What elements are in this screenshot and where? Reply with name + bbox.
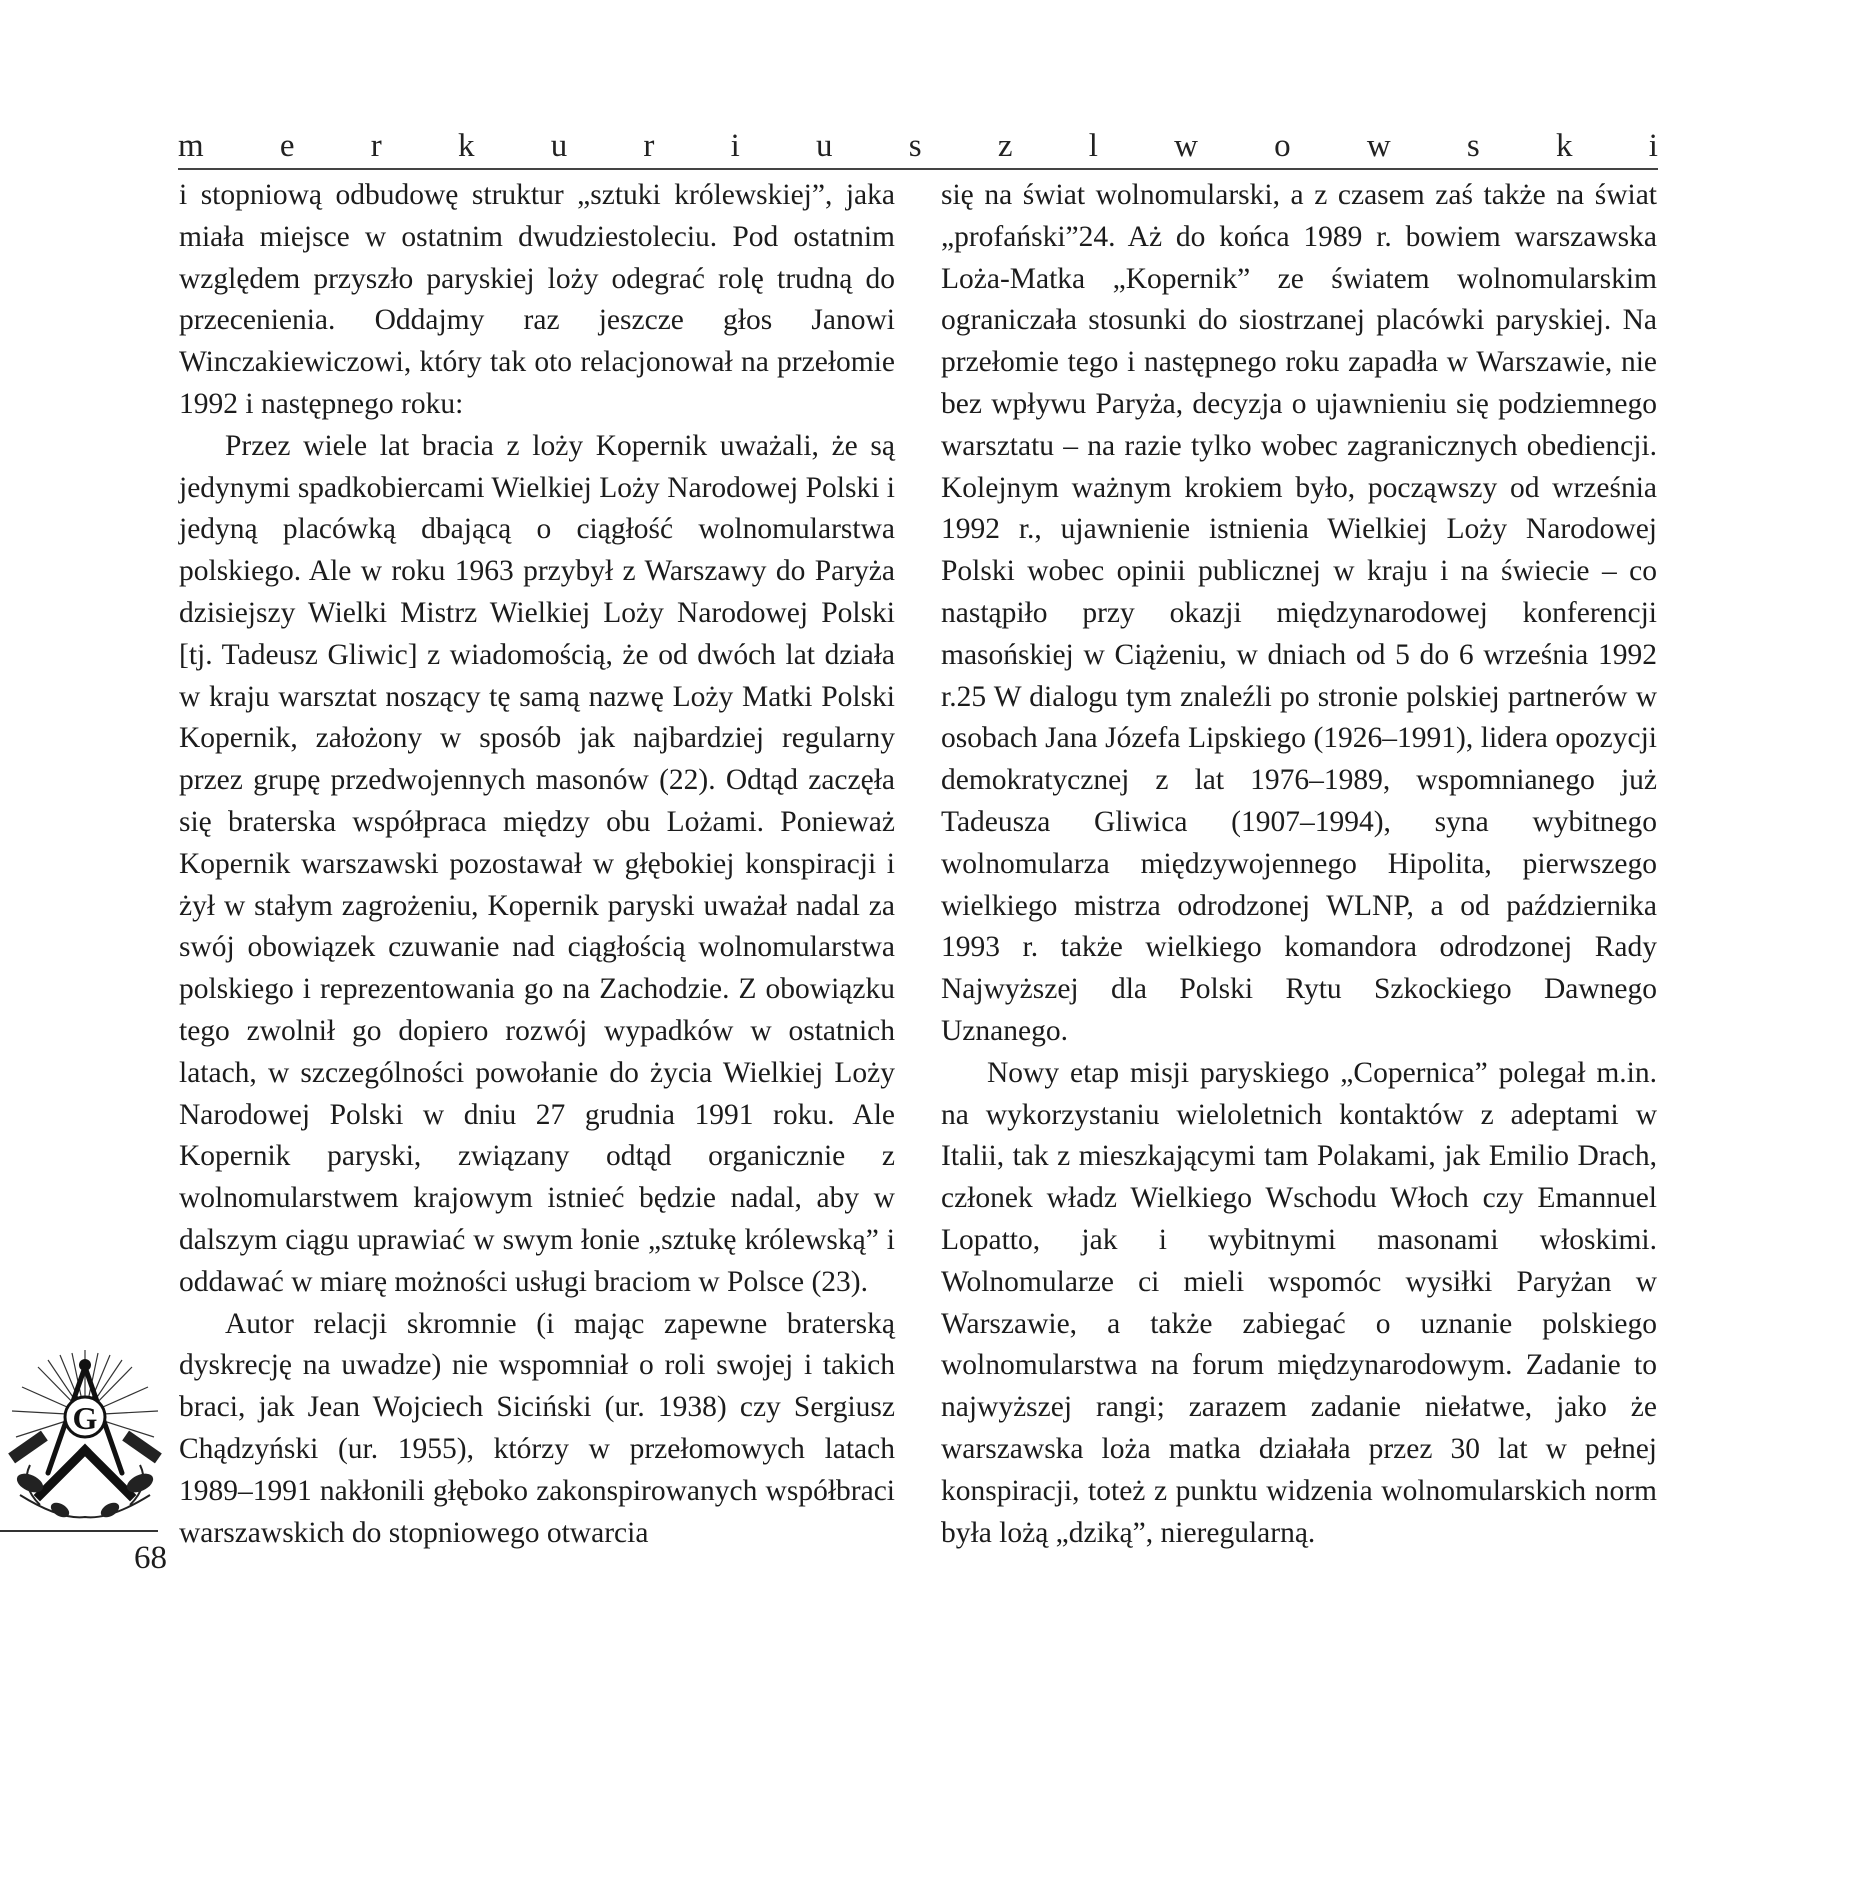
header-letter: e [279, 128, 295, 164]
header-letter: i [1648, 128, 1658, 164]
header-rule [178, 168, 1658, 170]
header-letter: s [908, 128, 922, 164]
footer-rule [0, 1530, 158, 1532]
header-letter: k [457, 128, 475, 164]
header-letter: z [997, 128, 1013, 164]
header-letter: r [370, 128, 382, 164]
right-paragraph-1: się na świat wolnomularski, a z czasem zaś także na świat „profański”24. Aż do końca 1989 r. bowiem warszawska Loża-Matka „Kopernik” ze światem wolnomularskim ograniczała stosunki do siostrzanej placówki paryskiej. Na przełomie tego i następnego roku zapadła w Warszawie, nie bez wpływu Paryża, decyzja o ujawnieniu się podziemnego warsztatu – na razie tylko wobec zagranicznych obediencji. Kolejnym ważnym krokiem było, począwszy od września 1992 r., ujawnienie istnienia Wielkiej Loży Narodowej Polski wobec opinii publicznej w kraju i na świecie – co nastąpiło przy okazji międzynarodowej konferencji masońskiej w Ciążeniu, w dniach od 5 do 6 września 1992 r.25 W dialogu tym znaleźli po stronie polskiej partnerów w osobach Jana Józefa Lipskiego (1926–1991), lidera opozycji demokratycznej z lat 1976–1989, wspomnianego już Tadeusza Gliwica (1907–1994), syna wybitnego wolnomularza międzywojennego Hipolita, pierwszego wielkiego mistrza odrodzonej WLNP, a od października 1993 r. także wielkiego komandora odrodzonej Rady Najwyższej dla Polski Rytu Szkockiego Dawnego Uznanego. [941, 179, 1657, 1047]
header-letter: s [1466, 128, 1480, 164]
right-paragraph-2: Nowy etap misji paryskiego „Copernica” polegał m.in. na wykorzystaniu wieloletnich kontaktów z adeptami w Italii, tak z mieszkającymi tam Polakami, jak Emilio Drach, członek władz Wielkiego Wschodu Włoch czy Emannuel Lopatto, jak i wybitnymi masonami włoskimi. Wolnomularze ci mieli wspomóc wysiłki Paryżan w Warszawie, a także zabiegać o uznanie polskiego wolnomularstwa na forum międzynarodowym. Zadanie to najwyższej rangi; zarazem zadanie niełatwe, jako że warszawska loża matka działała przez 30 lat w pełnej konspiracji, toteż z punktu widzenia wolnomularskich norm była lożą „dziką”, nieregularną. [941, 1056, 1657, 1549]
header-letter: u [816, 128, 833, 164]
left-paragraph-1: i stopniową odbudowę struktur „sztuki królewskiej”, jaka miała miejsce w ostatnim dwudziestoleciu. Pod ostatnim względem przyszło paryskiej loży odegrać rolę trudną do przecenienia. Oddajmy raz jeszcze głos Janowi Winczakiewiczowi, który tak oto relacjonował na przełomie 1992 i następnego roku: [179, 179, 895, 420]
left-paragraph-quote: Przez wiele lat bracia z loży Kopernik uważali, że są jedynymi spadkobiercami Wielkiej Loży Narodowej Polski i jedyną placówką dbającą o ciągłość wolnomularstwa polskiego. Ale w roku 1963 przybył z Warszawy do Paryża dzisiejszy Wielki Mistrz Wielkiej Loży Narodowej Polski [tj. Tadeusz Gliwic] z wiadomością, że od dwóch lat działa w kraju warsztat noszący tę samą nazwę Loży Matki Polski Kopernik, założony w sposób jak najbardziej regularny przez grupę przedwojennych masonów (22). Odtąd zaczęła się braterska współpraca między obu Lożami. Ponieważ Kopernik warszawski pozostawał w głębokiej konspiracji i żył w stałym zagrożeniu, Kopernik paryski uważał nadal za swój obowiązek czuwanie nad ciągłością wolnomularstwa polskiego i reprezentowania go na Zachodzie. Z obowiązku tego zwolnił go dopiero rozwój wypadków w ostatnich latach, w szczególności powołanie do życia Wielkiej Loży Narodowej Polski w dniu 27 grudnia 1991 roku. Ale Kopernik paryski, związany odtąd organicznie z wolnomularstwem krajowym istnieć będzie nadal, aby w dalszym ciągu uprawiać w swym łonie „sztukę królewską” i oddawać w miarę możności usługi braciom w Polsce (23). [179, 429, 895, 1298]
header-letter: m [178, 128, 204, 164]
header-letter: w [1366, 128, 1391, 164]
left-column [179, 175, 895, 1554]
left-paragraph-3: Autor relacji skromnie (i mając zapewne braterską dyskrecję na uwadze) nie wspomniał o roli swojej i takich braci, jak Jean Wojciech Siciński (ur. 1938) czy Sergiusz Chądzyński (ur. 1955), którzy w przełomowych latach 1989–1991 nakłonili głęboko zakonspirowanych współbraci warszawskich do stopniowego otwarcia [179, 1307, 895, 1549]
masonic-square-compass-g-icon [0, 1345, 170, 1525]
running-header [178, 128, 1658, 168]
right-column [941, 175, 1657, 1554]
header-letter: i [730, 128, 740, 164]
header-letter: k [1555, 128, 1573, 164]
header-letter: r [643, 128, 655, 164]
header-letter: o [1274, 128, 1291, 164]
header-letter: w [1174, 128, 1198, 164]
page-number: 68 [134, 1540, 167, 1576]
running-header-title [178, 128, 1658, 164]
header-letter: l [1088, 128, 1098, 164]
header-letter: u [550, 128, 568, 164]
emblem-letter: G [72, 1400, 98, 1436]
